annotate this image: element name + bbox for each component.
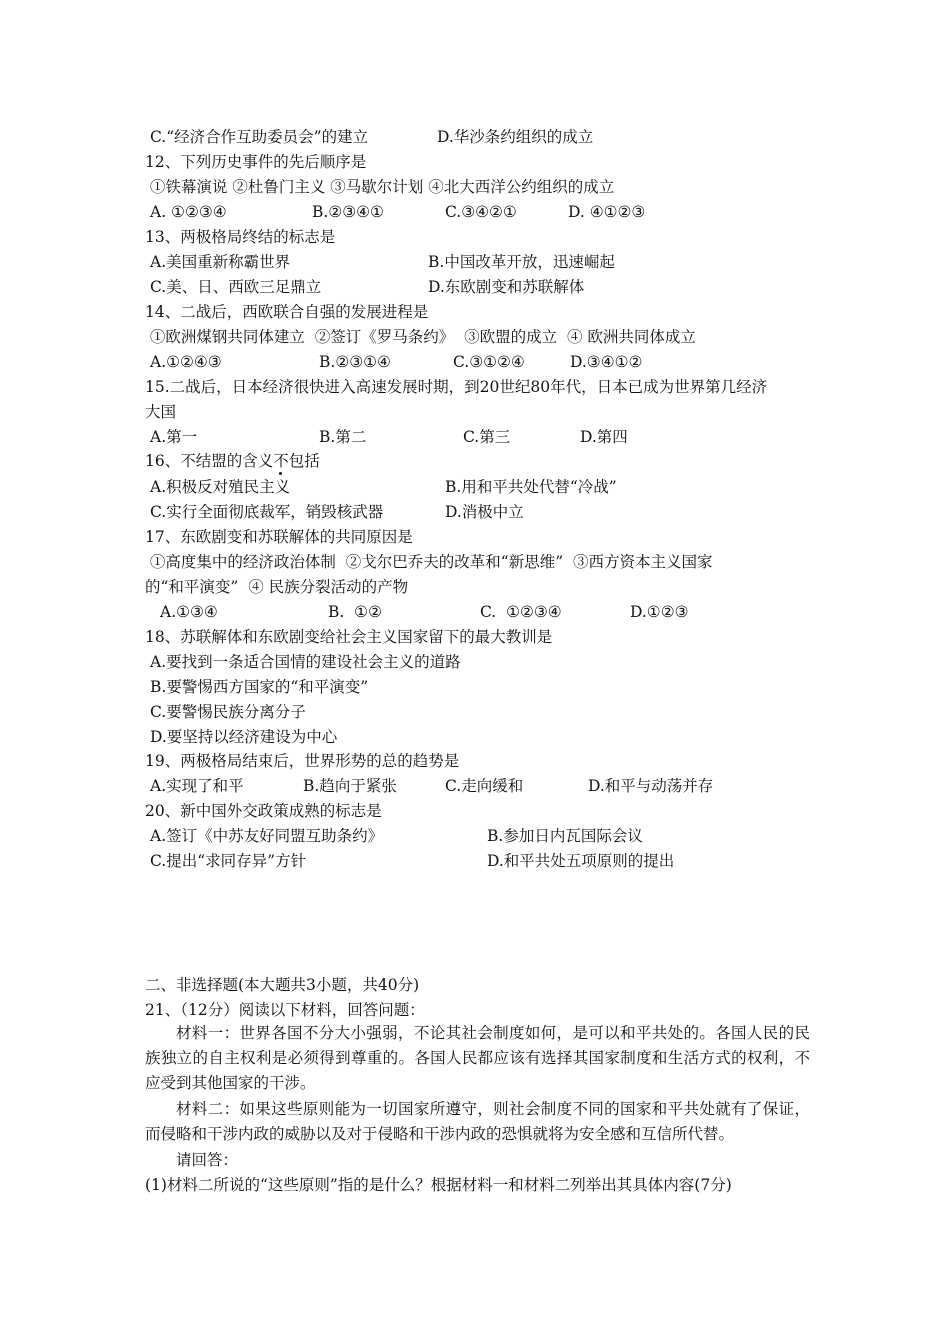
q16-option-c: C.实行全面彻底裁军，销毁核武器 bbox=[150, 503, 384, 521]
q17-option-a: A.①③④ bbox=[160, 603, 218, 621]
q18-option-d: D.要坚持以经济建设为中心 bbox=[150, 728, 338, 746]
q21-material-1: 材料一：世界各国不分大小强弱，不论其社会制度如何，是可以和平共处的。各国人民的民族独立的自主权利是必须得到尊重的。各国人民都应该有选择其国家制度和生活方式的权利，不应受到其他国家的干涉。 bbox=[145, 1024, 810, 1092]
q17-option-d: D.①②③ bbox=[630, 603, 689, 621]
q12-option-d: D. ④①②③ bbox=[568, 203, 646, 221]
q12-stem: 12、下列历史事件的先后顺序是 bbox=[145, 153, 367, 171]
q12-option-b: B.②③④① bbox=[312, 203, 384, 221]
q14-option-c: C.③①②④ bbox=[453, 353, 525, 371]
q18-option-a: A.要找到一条适合国情的建设社会主义的道路 bbox=[150, 653, 461, 671]
q15-option-d: D.第四 bbox=[580, 428, 628, 446]
q19-stem: 19、两极格局结束后，世界形势的总的趋势是 bbox=[145, 752, 460, 770]
q16-stem-part-b: 包括 bbox=[288, 452, 320, 470]
q11-option-d: D.华沙条约组织的成立 bbox=[437, 128, 594, 146]
q17-stem: 17、东欧剧变和苏联解体的共同原因是 bbox=[145, 528, 413, 546]
q20-option-a: A.签订《中苏友好同盟互助条约》 bbox=[150, 827, 384, 845]
q19-option-c: C.走向缓和 bbox=[445, 777, 524, 795]
q19-option-a: A.实现了和平 bbox=[150, 777, 244, 795]
q14-stem: 14、二战后，西欧联合自强的发展进程是 bbox=[145, 303, 429, 321]
q13-option-b: B.中国改革开放，迅速崛起 bbox=[428, 253, 615, 271]
q12-option-c: C.③④②① bbox=[445, 203, 517, 221]
q13-option-c: C.美、日、西欧三足鼎立 bbox=[150, 278, 322, 296]
q19-option-b: B.趋向于紧张 bbox=[303, 777, 397, 795]
q12-items: ①铁幕演说 ②杜鲁门主义 ③马歇尔计划 ④北大西洋公约组织的成立 bbox=[145, 178, 615, 196]
q16-option-d: D.消极中立 bbox=[445, 503, 524, 521]
q15-stem: 15.二战后，日本经济很快进入高速发展时期，到20世纪80年代，日本已成为世界第几经济 bbox=[145, 378, 768, 396]
q21-subquestion-1: (1)材料二所说的“这些原则”指的是什么？根据材料一和材料二列举出其具体内容(7分) bbox=[145, 1176, 732, 1194]
q14-items: ①欧洲煤钢共同体建立 ②签订《罗马条约》 ③欧盟的成立 ④ 欧洲共同体成立 bbox=[145, 328, 696, 346]
q13-stem: 13、两极格局终结的标志是 bbox=[145, 228, 336, 246]
q14-option-d: D.③④①② bbox=[570, 353, 643, 371]
q14-option-a: A.①②④③ bbox=[150, 353, 222, 371]
q20-option-b: B.参加日内瓦国际会议 bbox=[487, 827, 643, 845]
q17-items: ①高度集中的经济政治体制 ②戈尔巴乔夫的改革和“新思维” ③西方资本主义国家 bbox=[145, 553, 713, 571]
q18-stem: 18、苏联解体和东欧剧变给社会主义国家留下的最大教训是 bbox=[145, 628, 553, 646]
q16-option-b: B.用和平共处代替“冷战” bbox=[445, 478, 617, 496]
q15-option-b: B.第二 bbox=[319, 428, 367, 446]
q19-option-d: D.和平与动荡并存 bbox=[588, 777, 714, 795]
q20-stem: 20、新中国外交政策成熟的标志是 bbox=[145, 802, 382, 820]
q13-option-d: D.东欧剧变和苏联解体 bbox=[428, 278, 585, 296]
q21-stem: 21、（12分）阅读以下材料，回答问题： bbox=[145, 1001, 425, 1019]
q11-option-c: C.“经济合作互助委员会”的建立 bbox=[150, 128, 369, 146]
q15-option-a: A.第一 bbox=[150, 428, 198, 446]
section2-heading: 二、非选择题(本大题共3小题，共40分) bbox=[145, 976, 420, 994]
q21-material-2: 材料二：如果这些原则能为一切国家所遵守，则社会制度不同的国家和平共处就有了保证，而侵略和干涉内政的威胁以及对于侵略和干涉内政的恐惧就将为安全感和互信所代替。 bbox=[145, 1100, 810, 1143]
q15-option-c: C.第三 bbox=[463, 428, 511, 446]
q21-ask: 请回答： bbox=[176, 1151, 239, 1169]
q20-option-d: D.和平共处五项原则的提出 bbox=[487, 852, 675, 870]
q16-stem-part-a: 16、不结盟的含义 bbox=[145, 452, 274, 470]
q15-stem-cont: 大国 bbox=[145, 403, 177, 421]
q14-option-b: B.②③①④ bbox=[319, 353, 391, 371]
q16-stem bbox=[145, 451, 320, 471]
q16-emphasis-char: 不 bbox=[273, 452, 289, 470]
q16-option-a: A.积极反对殖民主义 bbox=[150, 478, 291, 496]
q20-option-c: C.提出“求同存异”方针 bbox=[150, 852, 307, 870]
q18-option-c: C.要警惕民族分离分子 bbox=[150, 703, 306, 721]
q18-option-b: B.要警惕西方国家的“和平演变” bbox=[150, 678, 369, 696]
q12-option-a: A. ①②③④ bbox=[150, 203, 227, 221]
q13-option-a: A.美国重新称霸世界 bbox=[150, 253, 291, 271]
q17-option-b: B. ①② bbox=[328, 603, 382, 621]
q17-option-c: C. ①②③④ bbox=[480, 603, 562, 621]
q17-items-cont: 的“和平演变” ④ 民族分裂活动的产物 bbox=[145, 578, 409, 596]
